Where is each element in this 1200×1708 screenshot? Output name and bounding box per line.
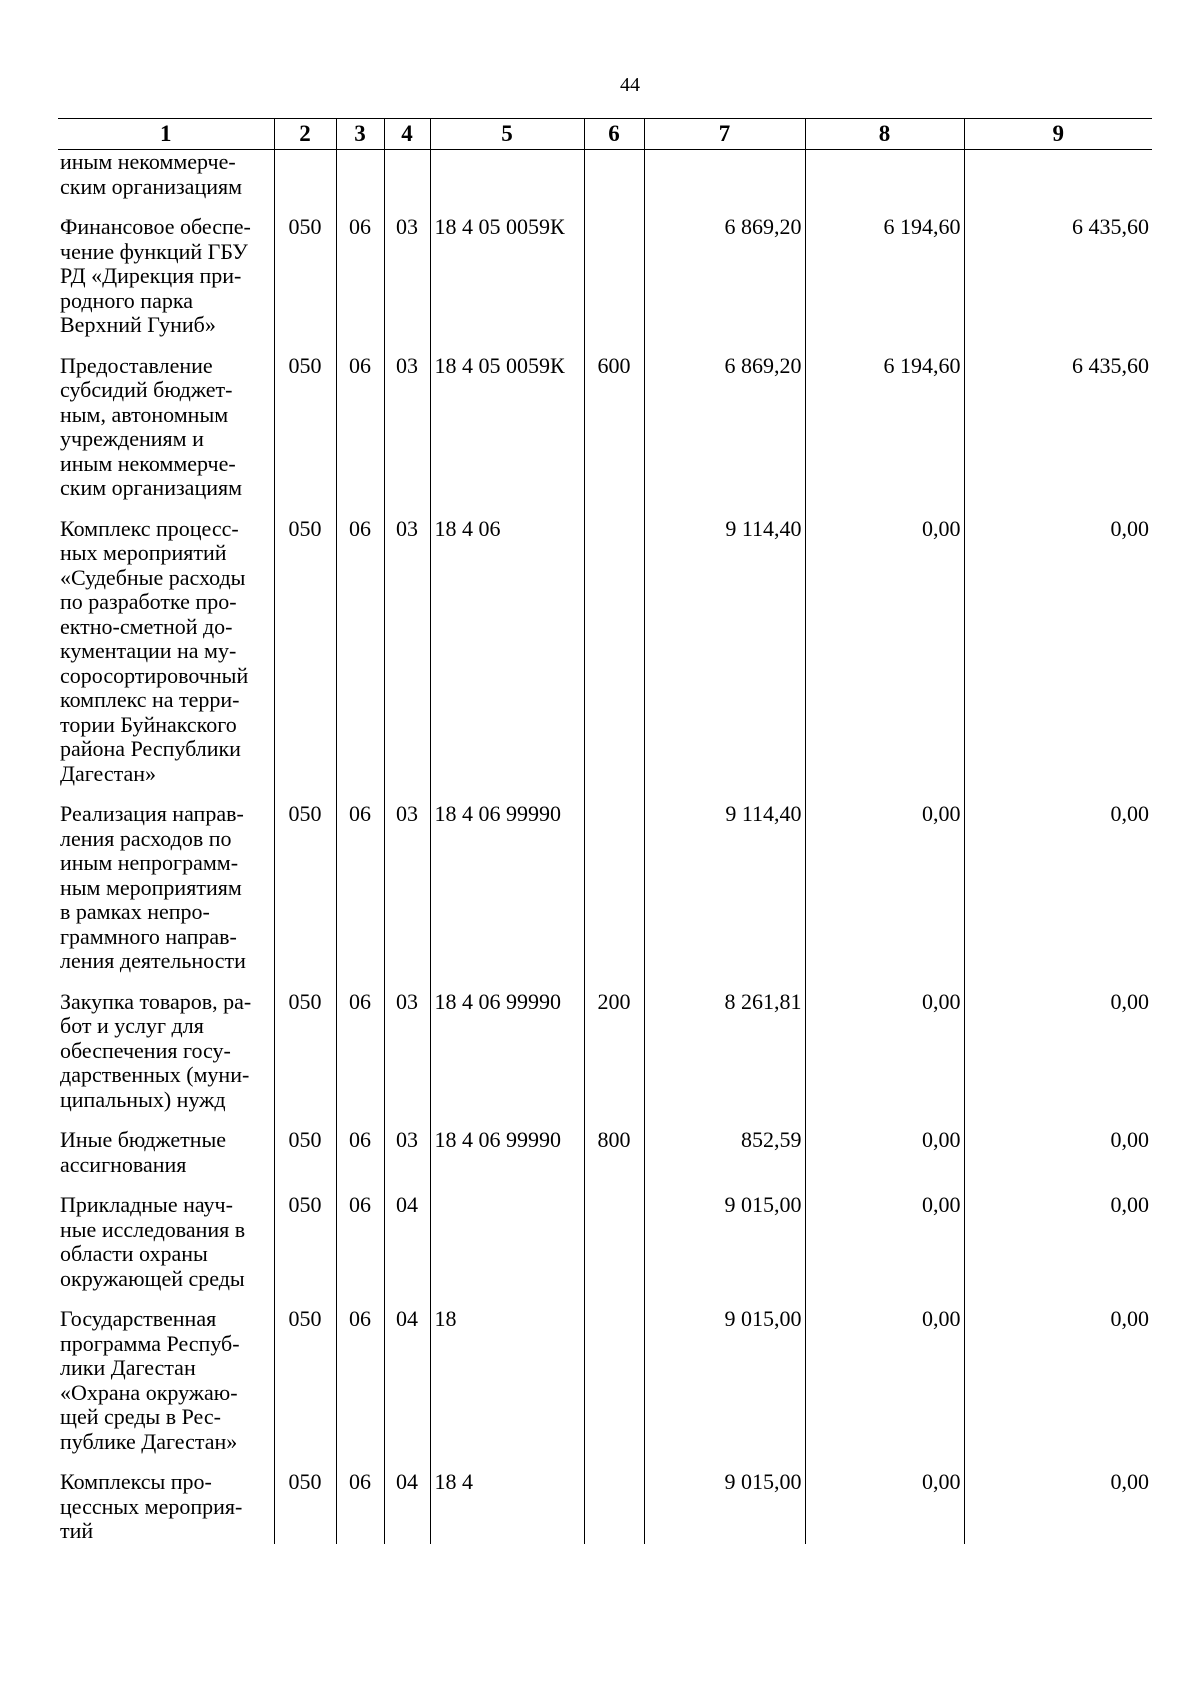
expense-type-code (584, 1470, 644, 1544)
expense-type-code (584, 802, 644, 990)
budget-table (58, 118, 1152, 1544)
section-code: 06 (336, 990, 384, 1129)
table-row (58, 1470, 1152, 1544)
amount-col-9: 6 435,60 (964, 215, 1152, 354)
amount-col-7: 9 114,40 (644, 517, 805, 803)
target-article-code: 18 4 06 99990 (430, 802, 584, 990)
expense-type-code: 800 (584, 1128, 644, 1193)
amount-col-7: 852,59 (644, 1128, 805, 1193)
column-header-7: 7 (644, 119, 805, 150)
section-code: 06 (336, 802, 384, 990)
row-name: Закупка товаров, ра- бот и услуг для обеспечения госу- дарственных (муни- ципальных) нужд (60, 988, 252, 1112)
section-code: 06 (336, 354, 384, 517)
row-name: Финансовое обеспе- чение функций ГБУ РД «Дирекция при- родного парка Верхний Гуниб» (60, 214, 251, 337)
grbs-code: 050 (274, 990, 336, 1129)
amount-col-8: 0,00 (805, 1128, 964, 1193)
row-name: Реализация направ- ления расходов по иным непрограмм- ным мероприятиям в рамках непро- граммного направ- ления деятельности (60, 801, 246, 973)
expense-type-code: 200 (584, 990, 644, 1129)
target-article-code (430, 150, 584, 216)
grbs-code: 050 (274, 354, 336, 517)
expense-type-code (584, 215, 644, 354)
row-name: Предоставление субсидий бюджет- ным, автономным учреждениям и иным некоммерче- ским организациям (60, 352, 243, 500)
header-row (58, 119, 1152, 150)
expense-type-code (584, 150, 644, 216)
subsection-code: 03 (384, 517, 430, 803)
expense-type-code: 600 (584, 354, 644, 517)
target-article-code: 18 4 05 0059К (430, 215, 584, 354)
row-name: Комплексы про- цессных мероприя- тий (60, 1469, 243, 1543)
target-article-code: 18 4 06 99990 (430, 1128, 584, 1193)
section-code: 06 (336, 517, 384, 803)
expense-type-code (584, 1307, 644, 1470)
amount-col-7: 9 015,00 (644, 1307, 805, 1470)
row-name: Иные бюджетные ассигнования (60, 1127, 227, 1177)
subsection-code: 03 (384, 354, 430, 517)
amount-col-7: 9 114,40 (644, 802, 805, 990)
amount-col-9: 0,00 (964, 1193, 1152, 1307)
subsection-code: 03 (384, 215, 430, 354)
column-header-5: 5 (430, 119, 584, 150)
grbs-code: 050 (274, 215, 336, 354)
grbs-code: 050 (274, 802, 336, 990)
row-name: Государственная программа Респуб- лики Дагестан «Охрана окружаю- щей среды в Рес- публике Дагестан» (60, 1306, 240, 1454)
expense-type-code (584, 517, 644, 803)
amount-col-7: 9 015,00 (644, 1193, 805, 1307)
target-article-code: 18 (430, 1307, 584, 1470)
section-code: 06 (336, 1470, 384, 1544)
amount-col-8: 0,00 (805, 802, 964, 990)
row-name: Комплекс процесс- ных мероприятий «Судебные расходы по разработке про- ектно-сметной до- кументации на му- соросортировочный комплекс на терри- тории Буйнакского района Республики Дагестан» (60, 515, 249, 786)
amount-col-9: 0,00 (964, 990, 1152, 1129)
table-row (58, 1128, 1152, 1193)
subsection-code: 03 (384, 990, 430, 1129)
table-row (58, 354, 1152, 517)
section-code: 06 (336, 215, 384, 354)
target-article-code: 18 4 06 99990 (430, 990, 584, 1129)
amount-col-7: 6 869,20 (644, 215, 805, 354)
section-code: 06 (336, 1307, 384, 1470)
amount-col-7: 6 869,20 (644, 354, 805, 517)
section-code: 06 (336, 1193, 384, 1307)
amount-col-9 (964, 150, 1152, 216)
amount-col-9: 0,00 (964, 1470, 1152, 1544)
table-body (58, 150, 1152, 1545)
amount-col-8: 6 194,60 (805, 354, 964, 517)
column-header-9: 9 (964, 119, 1152, 150)
column-header-1: 1 (58, 119, 274, 150)
column-header-8: 8 (805, 119, 964, 150)
column-header-3: 3 (336, 119, 384, 150)
grbs-code: 050 (274, 1193, 336, 1307)
section-code: 06 (336, 1128, 384, 1193)
subsection-code: 04 (384, 1307, 430, 1470)
table-row (58, 1193, 1152, 1307)
amount-col-7 (644, 150, 805, 216)
column-header-4: 4 (384, 119, 430, 150)
grbs-code: 050 (274, 1307, 336, 1470)
subsection-code: 04 (384, 1470, 430, 1544)
amount-col-9: 6 435,60 (964, 354, 1152, 517)
subsection-code (384, 150, 430, 216)
amount-col-9: 0,00 (964, 1128, 1152, 1193)
table-row (58, 1307, 1152, 1470)
amount-col-9: 0,00 (964, 802, 1152, 990)
row-name: Прикладные науч- ные исследования в области охраны окружающей среды (60, 1192, 246, 1291)
table-row (58, 215, 1152, 354)
amount-col-8: 0,00 (805, 1307, 964, 1470)
amount-col-8: 0,00 (805, 990, 964, 1129)
amount-col-8: 0,00 (805, 1470, 964, 1544)
table-row (58, 517, 1152, 803)
target-article-code: 18 4 05 0059К (430, 354, 584, 517)
amount-col-8: 0,00 (805, 1193, 964, 1307)
amount-col-7: 8 261,81 (644, 990, 805, 1129)
subsection-code: 04 (384, 1193, 430, 1307)
subsection-code: 03 (384, 1128, 430, 1193)
amount-col-8: 6 194,60 (805, 215, 964, 354)
amount-col-9: 0,00 (964, 1307, 1152, 1470)
column-header-2: 2 (274, 119, 336, 150)
grbs-code (274, 150, 336, 216)
page-number: 44 (620, 74, 640, 96)
table-row (58, 990, 1152, 1129)
table-row (58, 802, 1152, 990)
expense-type-code (584, 1193, 644, 1307)
target-article-code: 18 4 (430, 1470, 584, 1544)
grbs-code: 050 (274, 517, 336, 803)
amount-col-7: 9 015,00 (644, 1470, 805, 1544)
grbs-code: 050 (274, 1128, 336, 1193)
column-header-6: 6 (584, 119, 644, 150)
section-code (336, 150, 384, 216)
target-article-code (430, 1193, 584, 1307)
amount-col-8 (805, 150, 964, 216)
subsection-code: 03 (384, 802, 430, 990)
row-name: иным некоммерче- ским организациям (60, 149, 243, 199)
target-article-code: 18 4 06 (430, 517, 584, 803)
table-row (58, 150, 1152, 216)
amount-col-9: 0,00 (964, 517, 1152, 803)
amount-col-8: 0,00 (805, 517, 964, 803)
grbs-code: 050 (274, 1470, 336, 1544)
